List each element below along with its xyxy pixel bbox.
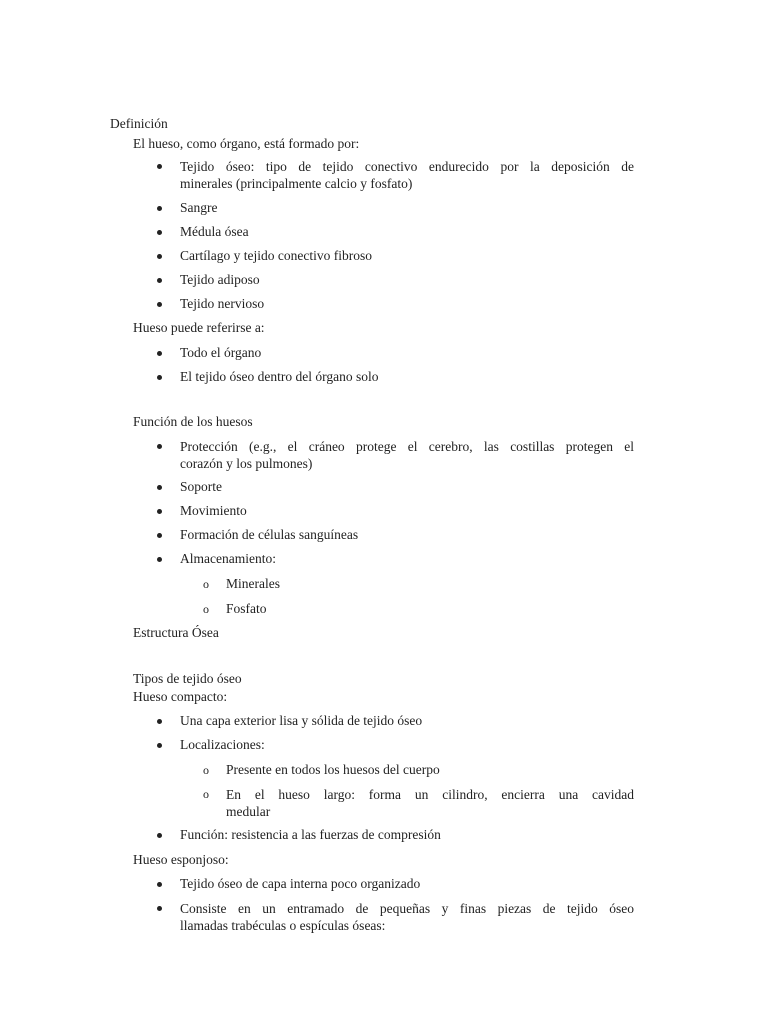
esponjoso-title: Hueso esponjoso: xyxy=(133,852,229,867)
circle-bullet-icon: o xyxy=(203,787,209,801)
bullet xyxy=(157,906,162,911)
section-estructura-title: Estructura Ósea xyxy=(133,625,219,640)
section-tipos-title: Tipos de tejido óseo xyxy=(133,671,242,686)
list-item: Una capa exterior lisa y sólida de tejido óseo xyxy=(180,713,423,728)
definicion-intro-2: Hueso puede referirse a: xyxy=(133,320,265,335)
bullet xyxy=(157,882,162,887)
sub-list-item: En el hueso largo: forma un cilindro, encierra una cavidad medular xyxy=(226,787,634,819)
bullet xyxy=(157,719,162,724)
section-funcion-title: Función de los huesos xyxy=(133,414,253,429)
list-item: El tejido óseo dentro del órgano solo xyxy=(180,369,379,384)
sub-list-item: Minerales xyxy=(226,576,280,591)
definicion-intro: El hueso, como órgano, está formado por: xyxy=(133,136,360,151)
bullet xyxy=(157,444,162,449)
list-item: Función: resistencia a las fuerzas de compresión xyxy=(180,827,441,842)
bullet xyxy=(157,533,162,538)
bullet xyxy=(157,509,162,514)
bullet xyxy=(157,278,162,283)
bullet xyxy=(157,375,162,380)
compacto-title: Hueso compacto: xyxy=(133,689,228,704)
bullet xyxy=(157,164,162,169)
bullet xyxy=(157,302,162,307)
list-item: Tejido adiposo xyxy=(180,272,260,287)
list-item: Movimiento xyxy=(180,503,247,518)
list-item: Soporte xyxy=(180,479,222,494)
bullet xyxy=(157,351,162,356)
bullet xyxy=(157,254,162,259)
list-item: Todo el órgano xyxy=(180,345,262,360)
list-item: Almacenamiento: xyxy=(180,551,276,566)
bullet xyxy=(157,485,162,490)
list-item: Tejido óseo de capa interna poco organizado xyxy=(180,876,421,891)
circle-bullet-icon: o xyxy=(203,763,209,777)
bullet xyxy=(157,557,162,562)
list-item: Localizaciones: xyxy=(180,737,265,752)
list-item: Protección (e.g., el cráneo protege el cerebro, las costillas protegen el corazón y los pulmones) xyxy=(180,439,634,471)
list-item: Formación de células sanguíneas xyxy=(180,527,359,542)
list-item: Tejido nervioso xyxy=(180,296,265,311)
sub-list-item: Presente en todos los huesos del cuerpo xyxy=(226,762,440,777)
bullet xyxy=(157,833,162,838)
circle-bullet-icon: o xyxy=(203,577,209,591)
bullet xyxy=(157,230,162,235)
list-item: Consiste en un entramado de pequeñas y finas piezas de tejido óseo llamadas trabéculas o espículas óseas: xyxy=(180,901,634,933)
list-item: Tejido óseo: tipo de tejido conectivo endurecido por la deposición de minerales (principalmente calcio y fosfato) xyxy=(180,159,634,191)
circle-bullet-icon: o xyxy=(203,602,209,616)
sub-list-item: Fosfato xyxy=(226,601,267,616)
section-definicion-title: Definición xyxy=(110,116,168,131)
bullet xyxy=(157,743,162,748)
bullet xyxy=(157,206,162,211)
list-item: Médula ósea xyxy=(180,224,249,239)
list-item: Cartílago y tejido conectivo fibroso xyxy=(180,248,372,263)
list-item: Sangre xyxy=(180,200,218,215)
